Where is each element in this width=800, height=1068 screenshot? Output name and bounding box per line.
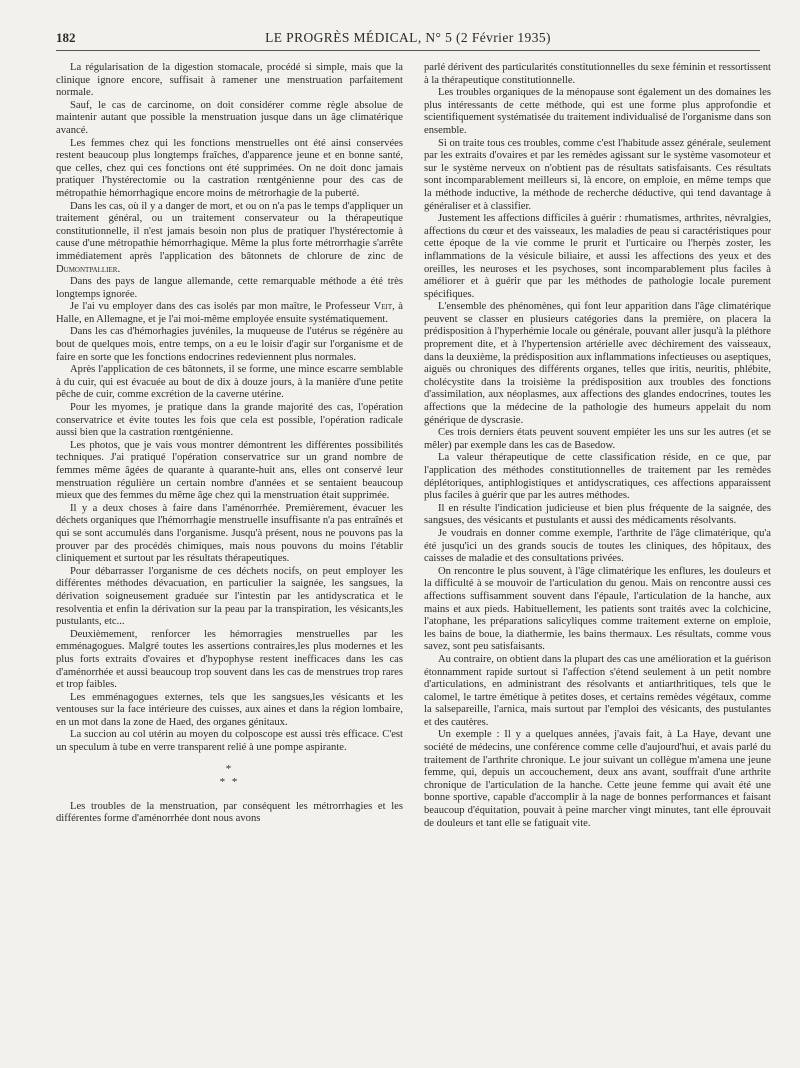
right-column <box>424 62 771 830</box>
paragraph: L'ensemble des phénomènes, qui font leur apparition dans l'âge climatérique peuvent se classer en plusieurs catégories dans la première, on placera la prédisposition à l'hyperhémie locale ou générale, pouvant aller jusqu'à la pléthore proprement dite, et à l'hypertension artérielle avec déchirement des vaisseaux, dans la deuxième, la prédisposition aux inflammations infectieuses ou aseptiques, aiguës ou chroniques des différents organes, telles que iritis, neuritis, phlébite, cholécystite dans la troisième la prédisposition aux troubles des fonctions d'assimilation, aux néoplasmes, aux affections des glandes endocrines, toutes les affections que la médecine de la pathologie des humeurs appelait du nom générique de dyscrasie. <box>424 301 771 426</box>
paragraph-text: Je l'ai vu employer dans des cas isolés par mon maître, le Professeur <box>70 301 371 313</box>
paragraph: Sauf, le cas de carcinome, on doit considérer comme règle absolue de maintenir autant que possible la menstruation jusque dans un âge climatérique avancé. <box>56 99 403 136</box>
paragraph: Pour les myomes, je pratique dans la grande majorité des cas, l'opération conservatrice et évite toutes les fois que cela est possible, l'opération radicale aussi bien que la castration rœntgénienne. <box>56 402 403 439</box>
section-break-asterism <box>56 763 403 789</box>
asterism-bottom: * * <box>219 775 240 788</box>
paragraph: On rencontre le plus souvent, à l'âge climatérique les enflures, les douleurs et la difficulté à se mouvoir de l'articulation du genou. Mais on rencontre aussi ces affections suffisamment souvent dans l'épaule, l'articulation de la hanche, aux mains et aux pieds. Habituellement, les patients sont traités avec la colchicine, l'atophane, les préparations salicyliques comme traitement externe on emploie, les bains de boue, la diathermie, les bains thermaux. Les résultats, comme vous savez, sont peu satisfaisants. <box>424 565 771 653</box>
running-head: LE PROGRÈS MÉDICAL, N° 5 (2 Février 1935) <box>265 30 551 45</box>
paragraph: La succion au col utérin au moyen du colposcope est aussi très efficace. C'est un speculum à tube en verre transparent relié à une pompe aspirante. <box>56 729 403 754</box>
paragraph: Ces trois derniers états peuvent souvent empiéter les uns sur les autres (et se mêler) par exemple dans les cas de Basedow. <box>424 427 771 451</box>
page-header <box>56 30 760 51</box>
page-number: 182 <box>56 30 76 45</box>
paragraph-continued: parlé dérivent des particularités constitutionnelles du sexe féminin et ressortissent à la thérapeutique constitutionnelle. <box>424 62 771 86</box>
asterism-top: * <box>225 762 234 775</box>
left-column <box>56 62 403 826</box>
paragraph: Les troubles organiques de la ménopause sont également un des domaines les plus intéressants de cette méthode, qui est une forme plus approfondie et scientifiquement systématisée du traitement individualisé de l'organisme dans son ensemble. <box>424 87 771 136</box>
paragraph: Après l'application de ces bâtonnets, il se forme, une mince escarre semblable à du cuir, qui est évacuée au bout de dix à douze jours, à la manière d'une petite pêche de cuir, comme excrétion de la caverne utérine. <box>56 364 403 401</box>
paragraph: Les emménagogues externes, tels que les sangsues,les vésicants et les ventouses sur la face intérieure des cuisses, aux aines et dans la région lombaire, en un mot dans la zone de Haed, des organes génitaux. <box>56 691 403 728</box>
paragraph: Justement les affections difficiles à guérir : rhumatismes, arthrites, névralgies, affections du cœur et des vaisseaux, les maladies de peau si caractéristiques pour cette époque de la vie comme le prurit et l'urticaire ou l'herpès zoster, les inflammations de la vésicule biliaire, et aussi les affections des yeux et des oreilles, les neuroses et les psychoses, sont incomparablement plus faciles à améliorer et à guérir que par les méthodes de pathologie locale purement spécifiques. <box>424 213 771 300</box>
author-name-dumontpallier: Dumontpallier. <box>56 263 121 275</box>
paragraph-text: Dans les cas, où il y a danger de mort, et ou on n'a pas le temps d'appliquer un traitement général, ou un traitement conservateur ou la thérapeutique constitutionnelle, il n'est jamais besoin non plus de pratiquer l'hystérectomie à cause d'une métropathie hémorrhagique. Même la plus forte métrorrhagie s'arrête immédiatement après l'application des bâtonnets de chlorure de zinc de <box>56 200 403 262</box>
paragraph: Dans les cas d'hémorhagies juvéniles, la muqueuse de l'utérus se régénère au bout de quelques mois, entre temps, on a eu le loisir d'agir sur l'organisme et de faire en sorte que les fonctions endocrines redeviennent plus normales. <box>56 326 403 363</box>
paragraph: Les photos, que je vais vous montrer démontrent les différentes possibilités techniques. J'ai pratiqué l'opération conservatrice sur un grand nombre de femmes même âgées de quarante à quarante-huit ans, elles ont conservé leur menstruation régulière un certain nombre d'années et se sentaient beaucoup mieux que des femmes du même âge chez qui la menstruation était supprimée. <box>56 439 403 502</box>
paragraph: La régularisation de la digestion stomacale, procédé si simple, mais que la clinique ignore encore, suffisait à ramener une menstruation parfaitement normale. <box>56 62 403 99</box>
paragraph: Dans des pays de langue allemande, cette remarquable méthode a été très longtemps ignorée. <box>56 276 403 300</box>
paragraph: Deuxièmement, renforcer les hémorragies menstruelles par les emménagogues. Malgré toutes les assertions contraires,les plus modernes et les plus forts extraits d'ovaires et d'hypophyse restent inefficaces dans les cas d'aménorrhée et aussi beaucoup trop souvent dans les cas de menstrues trop rares et trop faibles. <box>56 628 403 691</box>
paragraph: La valeur thérapeutique de cette classification réside, en ce que, par l'application des méthodes constitutionnelles de traitement par les remèdes déplétoriques, antiphlogistiques et antidyscratiques, ces affections apparaissent plus faciles à guérir que par les autres méthodes. <box>424 452 771 502</box>
paragraph: Pour débarrasser l'organisme de ces déchets nocifs, on peut employer les différentes méthodes dévacuation, en particulier la saignée, les sangsues, la dérivation soigneusement graduée sur l'intestin par les antidyscratica et le resolventia et enfin la dérivation sur la peau par la transpiration, les vésicants,les pustulants, etc... <box>56 565 403 628</box>
paragraph: Il y a deux choses à faire dans l'aménorrhée. Premièrement, évacuer les déchets organiques que l'hémorrhagie menstruelle insuffisante n'a pas entraînés et qui se sont accumulés dans l'organisme. Jusqu'à présent, nous ne pouvons pas la prouver par des procédés chimiques, mais nous pouvons du moins l'établir cliniquement et surtout par les résultats thérapeutiques. <box>56 502 403 565</box>
author-name-veit: Veit <box>373 301 393 313</box>
paragraph: Si on traite tous ces troubles, comme c'est l'habitude assez générale, seulement par les extraits d'ovaires et par les remèdes agissant sur le système vasomoteur et sur le système nerveux on n'obtient pas de résultats satisfaisants. Ces résultats sont incomparablement meilleurs si, là encore, on emploie, en même temps que la méthode inductive, la méthode de recherche déductive, qui tend davantage à généraliser et à classifier. <box>424 137 771 212</box>
paragraph: Il en résulte l'indication judicieuse et bien plus fréquente de la saignée, des sangsues, des vésicants et pustulants et aussi des médicaments résolvants. <box>424 502 771 527</box>
paragraph: Je voudrais en donner comme exemple, l'arthrite de l'âge climatérique, qu'a été jusqu'ici un des grands soucis de toutes les cliniques, des hôpitaux, des caisses de maladie et des consultations privées. <box>424 527 771 565</box>
paragraph: Au contraire, on obtient dans la plupart des cas une amélioration et la guérison étonnamment rapide surtout si l'affection s'étend seulement à un petit nombre d'articulations, en administrant des résolvants et antiarthritiques, tels que le calomel, le tartre émétique à petites doses, et certains remèdes végétaux, comme la salsepareille, l'arnica, mais surtout par l'emploi des vésicants, des pustulantes et des cautères. <box>424 653 772 728</box>
paragraph <box>56 301 403 326</box>
paragraph: Les femmes chez qui les fonctions menstruelles ont été ainsi conservées restent beaucoup plus longtemps fraîches, d'apparence jeune et en bonne santé, que celles, chez qui ces fonctions ont été supprimées. On ne doit donc jamais pratiquer l'hystérectomie ou la castration rœntgénienne pour des cas de métropathie hémorrhagique encore moins de métrorhagie de la puberté. <box>56 137 403 199</box>
paragraph: Les troubles de la menstruation, par conséquent les métrorrhagies et les différentes forme d'aménorrhée dont nous avons <box>56 800 403 825</box>
paragraph: Un exemple : Il y a quelques années, j'avais fait, à La Haye, devant une société de médecins, une conférence comme celle d'aujourd'hui, et avais parlé du traitement de l'arthrite chronique. Le jour suivant un collègue m'amena une jeune femme, qui, depuis un accouchement, deux ans avant, souffrait d'une arthrite chronique de l'articulation de la hanche. Cette jeune femme qui avait été une bonne sportive, capable d'accomplir à la nage de bonnes performances et faisant beaucoup d'équitation, pouvait à peine marcher vingt minutes, tant elle éprouvait de douleurs et tant elle se fatiguait vite. <box>424 729 771 829</box>
paragraph-text: , à Halle, en Allemagne, et je l'ai moi-même employée ensuite systématiquement. <box>56 301 403 325</box>
paragraph <box>56 201 403 277</box>
